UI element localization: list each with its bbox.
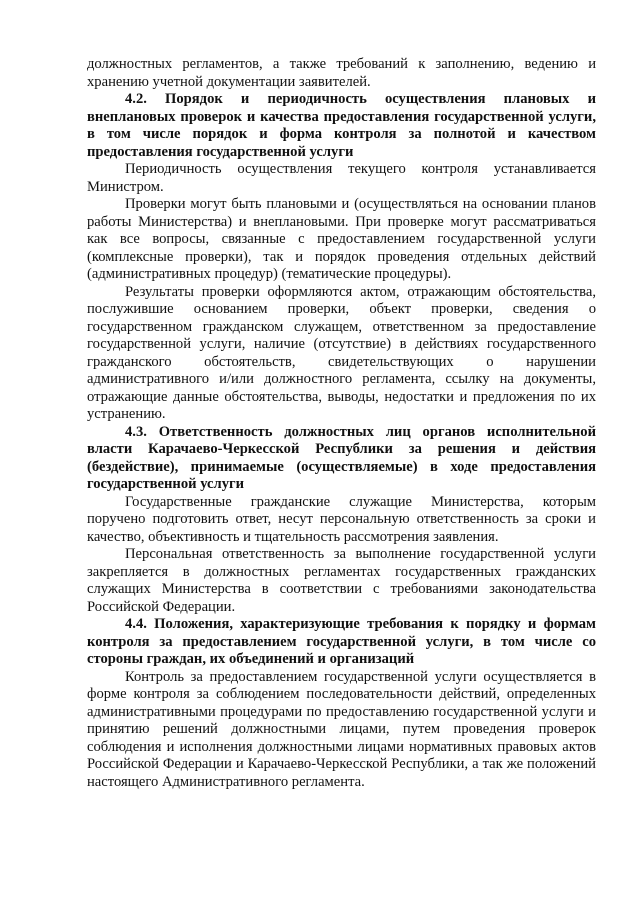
paragraph: Периодичность осуществления текущего контроля устанавливается Министром. — [87, 161, 596, 195]
paragraph: Персональная ответственность за выполнение государственной услуги закрепляется в должностных регламентах государственных гражданских служащих Министерства в соответствии с требованиями законодательства Российской Федерации. — [87, 546, 596, 615]
paragraph: Проверки могут быть плановыми и (осуществляться на основании планов работы Министерства) и внеплановыми. При проверке могут рассматриваться как все вопросы, связанные с предоставлением государственной услуги (комплексные проверки), так и порядок проведения отдельных действий (административных процедур) (тематические процедуры). — [87, 196, 596, 282]
section-heading-4-2: 4.2. Порядок и периодичность осуществления плановых и внеплановых проверок и качества предоставления государственной услуги, в том числе порядок и форма контроля за полнотой и качеством предоставления государственной услуги — [87, 91, 596, 160]
paragraph: Государственные гражданские служащие Министерства, которым поручено подготовить ответ, несут персональную ответственность за сроки и качество, объективность и тщательность рассмотрения заявления. — [87, 493, 596, 545]
section-heading-4-4: 4.4. Положения, характеризующие требования к порядку и формам контроля за предоставлением государственной услуги, в том числе со стороны граждан, их объединений и организаций — [87, 616, 596, 667]
paragraph: Контроль за предоставлением государственной услуги осуществляется в форме контроля за соблюдением последовательности действий, определенных административными процедурами по предоставлению государственной услуги и принятию решений должностными лицами, путем проведения проверок соблюдения и исполнения должностными лицами нормативных правовых актов Российской Федерации и Карачаево-Черкесской Республики, а так же положений настоящего Административного регламента. — [87, 668, 596, 790]
paragraph: Результаты проверки оформляются актом, отражающим обстоятельства, послужившие основанием проверки, объект проверки, сведения о государственном гражданском служащем, ответственном за предоставление государственной услуги, наличие (отсутствие) в действиях государственного гражданского обстоятельств, свидетельствующих о нарушении административного и/или должностного регламента, ссылку на документы, отражающие данные обстоятельства, выводы, недостатки и предложения по их устранению. — [87, 283, 596, 422]
section-heading-4-3: 4.3. Ответственность должностных лиц органов исполнительной власти Карачаево-Черкесской Республики за решения и действия (бездействие), принимаемые (осуществляемые) в ходе предоставления государственной услуги — [87, 423, 596, 492]
paragraph-continuation: должностных регламентов, а также требований к заполнению, ведению и хранению учетной документации заявителей. — [87, 56, 596, 90]
document-page — [87, 56, 596, 791]
